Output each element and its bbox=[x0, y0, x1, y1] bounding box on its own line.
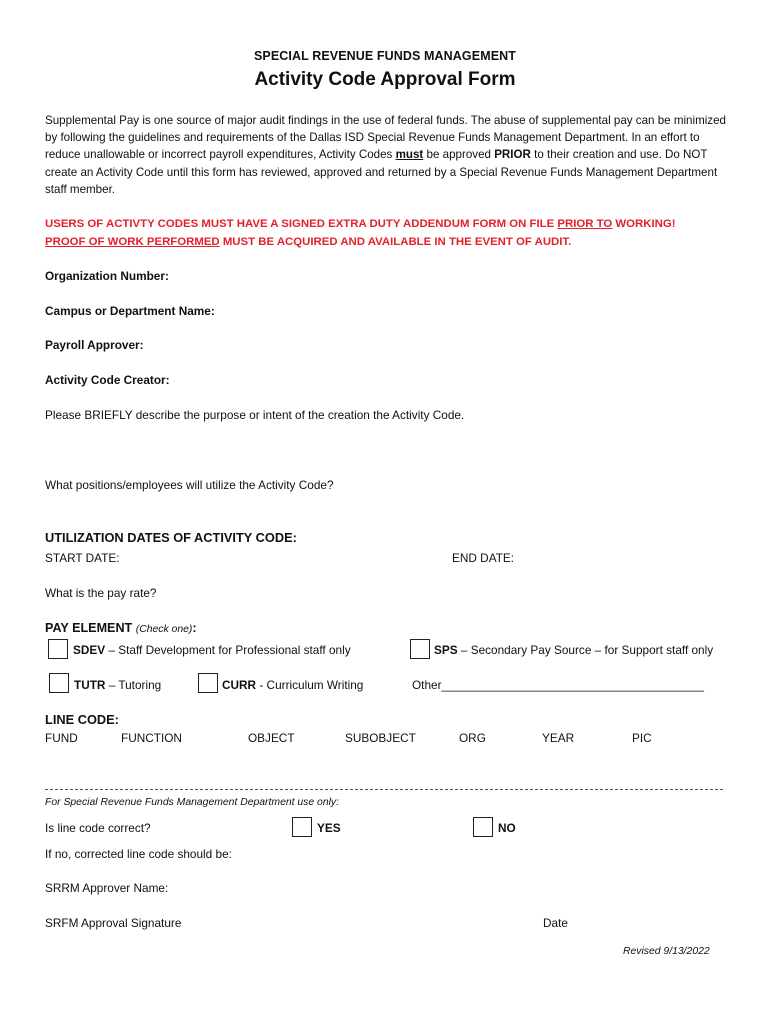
intro-prior: PRIOR bbox=[494, 148, 531, 162]
code-creator-label: Activity Code Creator: bbox=[45, 373, 170, 387]
revised-date: Revised 9/13/2022 bbox=[623, 946, 710, 957]
tutr-code: TUTR bbox=[74, 678, 106, 692]
line-correct-question: Is line code correct? bbox=[45, 821, 151, 835]
org-number-label: Organization Number: bbox=[45, 269, 169, 283]
pay-rate-question: What is the pay rate? bbox=[45, 586, 157, 600]
approver-name-label: SRRM Approver Name: bbox=[45, 881, 169, 895]
line-code-col-year: YEAR bbox=[542, 731, 575, 745]
curr-option bbox=[222, 678, 363, 692]
sdev-checkbox[interactable] bbox=[48, 639, 68, 659]
date-label: Date bbox=[543, 916, 568, 930]
other-field[interactable]: Other________________________________________ bbox=[412, 678, 704, 692]
sps-option bbox=[434, 643, 713, 657]
no-checkbox[interactable] bbox=[473, 817, 493, 837]
line-code-col-org: ORG bbox=[459, 731, 486, 745]
payroll-approver-label: Payroll Approver: bbox=[45, 338, 144, 352]
approval-signature-label: SRFM Approval Signature bbox=[45, 916, 182, 930]
intro-must: must bbox=[395, 148, 424, 162]
pay-element-heading bbox=[45, 621, 197, 635]
line-code-col-fund: FUND bbox=[45, 731, 78, 745]
intro-paragraph bbox=[45, 112, 735, 198]
warning-block bbox=[45, 216, 745, 251]
section-divider bbox=[45, 789, 723, 790]
form-title: Activity Code Approval Form bbox=[254, 69, 516, 90]
line-code-col-function: FUNCTION bbox=[121, 731, 182, 745]
sps-desc: – Secondary Pay Source – for Support staff only bbox=[457, 643, 714, 657]
curr-checkbox[interactable] bbox=[198, 673, 218, 693]
office-use-note: For Special Revenue Funds Management Department use only: bbox=[45, 797, 339, 808]
sps-checkbox[interactable] bbox=[410, 639, 430, 659]
warning-text-a: USERS OF ACTIVTY CODES MUST HAVE A SIGNED EXTRA DUTY ADDENDUM FORM ON FILE bbox=[45, 218, 558, 230]
yes-checkbox[interactable] bbox=[292, 817, 312, 837]
line-code-heading: LINE CODE: bbox=[45, 712, 119, 727]
end-date-label: END DATE: bbox=[452, 551, 515, 565]
campus-dept-label: Campus or Department Name: bbox=[45, 304, 215, 318]
sps-code: SPS bbox=[434, 643, 458, 657]
pay-element-hint: (Check one) bbox=[135, 624, 193, 635]
sdev-desc: – Staff Development for Professional staff only bbox=[105, 643, 351, 657]
warning-line-1 bbox=[45, 216, 745, 234]
pay-element-colon: : bbox=[192, 621, 197, 635]
line-code-col-object: OBJECT bbox=[248, 731, 295, 745]
yes-label: YES bbox=[317, 821, 341, 835]
line-code-col-subobject: SUBOBJECT bbox=[345, 731, 416, 745]
warning-text-b: WORKING! bbox=[612, 218, 676, 230]
intro-text-2: be approved bbox=[423, 148, 495, 162]
warning-text-c: MUST BE ACQUIRED AND AVAILABLE IN THE EVENT OF AUDIT. bbox=[219, 235, 572, 248]
warning-prior-to: PRIOR TO bbox=[557, 218, 613, 230]
corrected-code-label: If no, corrected line code should be: bbox=[45, 847, 232, 861]
pay-element-title: PAY ELEMENT bbox=[45, 621, 133, 635]
tutr-option bbox=[74, 678, 161, 692]
sdev-option bbox=[73, 643, 351, 657]
warning-line-2 bbox=[45, 234, 745, 252]
line-code-col-pic: PIC bbox=[632, 731, 652, 745]
utilization-heading: UTILIZATION DATES OF ACTIVITY CODE: bbox=[45, 530, 297, 545]
sdev-code: SDEV bbox=[73, 643, 106, 657]
intro-text-3: to their creation and use. Do NOT create an Activity Code until this form has reviewed, approved and returned by a Special Revenue Funds Management Department staff member. bbox=[45, 148, 718, 196]
tutr-desc: – Tutoring bbox=[105, 678, 162, 692]
no-label: NO bbox=[498, 821, 516, 835]
curr-code: CURR bbox=[222, 678, 257, 692]
curr-desc: - Curriculum Writing bbox=[256, 678, 364, 692]
start-date-label: START DATE: bbox=[45, 551, 120, 565]
purpose-question: Please BRIEFLY describe the purpose or intent of the creation the Activity Code. bbox=[45, 408, 465, 422]
positions-question: What positions/employees will utilize the Activity Code? bbox=[45, 478, 334, 492]
form-kicker: SPECIAL REVENUE FUNDS MANAGEMENT bbox=[253, 49, 517, 63]
warning-proof: PROOF OF WORK PERFORMED bbox=[45, 235, 220, 248]
tutr-checkbox[interactable] bbox=[49, 673, 69, 693]
intro-text-1: Supplemental Pay is one source of major audit findings in the use of federal funds. The abuse of supplemental pay can be minimized by following the guidelines and requirements of the Dallas ISD Special Revenue Funds Management Department. In an effort to reduce unallowable or incorrect payroll expenditures, Activity Codes bbox=[45, 114, 727, 162]
